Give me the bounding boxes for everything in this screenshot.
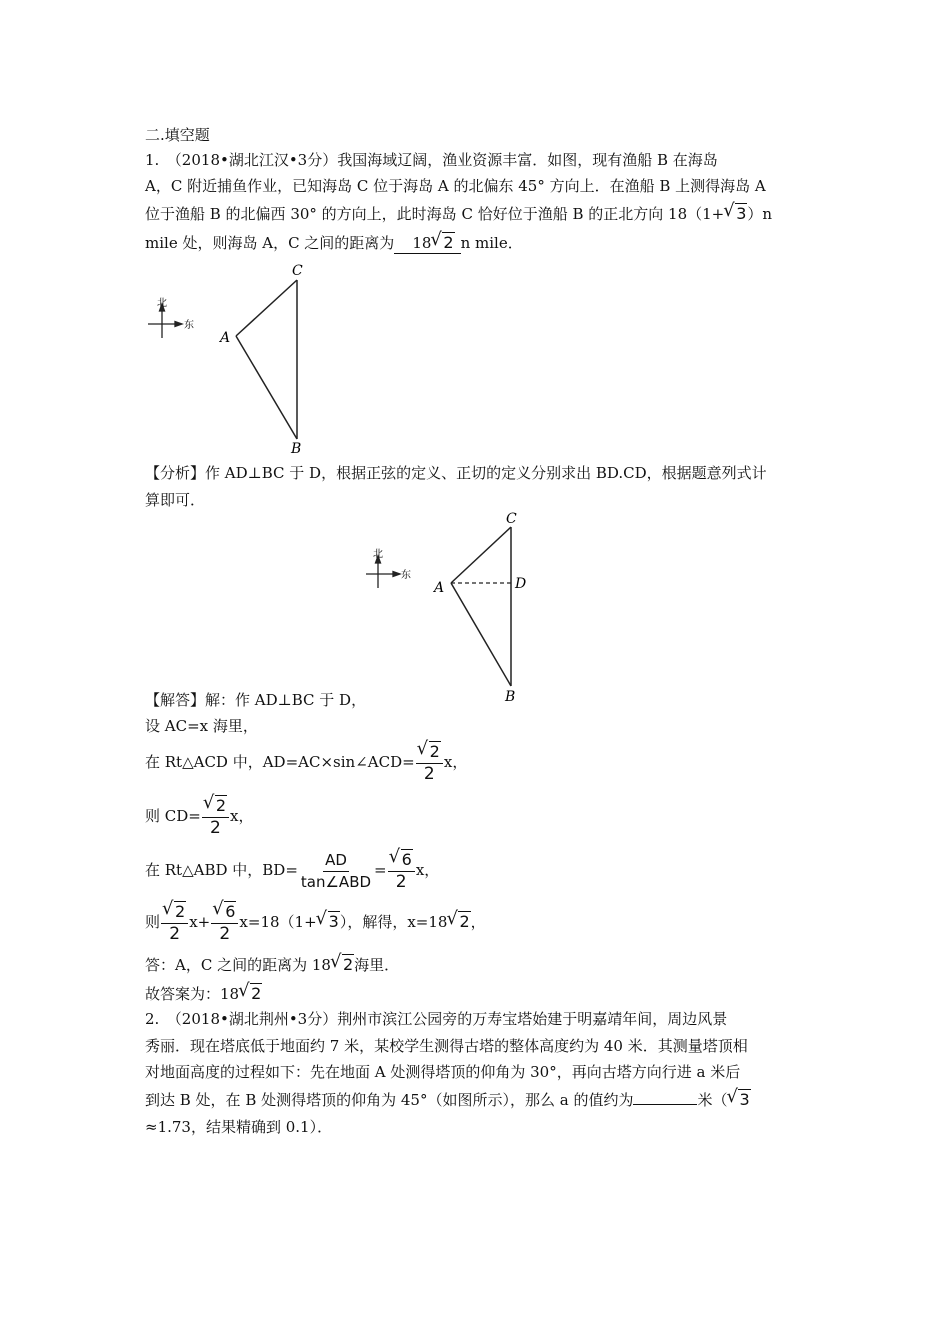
- side-ac: [451, 527, 511, 583]
- q2-line-1: 2. （2018•湖北荆州•3分）荆州市滨江公园旁的万寿宝塔始建于明嘉靖年间，周边风景: [145, 1010, 728, 1028]
- fraction-sqrt2-over-2: √ $\frac{2}{2}$: [161, 901, 188, 945]
- compass-icon: [366, 556, 400, 588]
- q1-line-2: A，C 附近捕鱼作业，已知海岛 C 位于海岛 A 的北偏东 45° 方向上．在渔船 B 上测得海岛 A: [145, 177, 766, 195]
- q1-line-4-end: n mile．: [460, 234, 523, 252]
- q1-line-4-text: mile 处，则海岛 A，C 之间的距离为: [145, 234, 395, 252]
- fraction-sqrt2-over-2: √ $\frac{2}{2}$: [416, 741, 443, 785]
- solution-line-4: 则 CD= √ $\frac{2}{2}$ x，: [145, 794, 254, 839]
- label-b: B: [505, 689, 516, 705]
- sqrt-2: [431, 233, 454, 253]
- q1-line-3: [145, 204, 772, 224]
- q2-line-4: 到达 B 处，在 B 处测得塔顶的仰角为 45°（如图所示），那么 a 的值约为 米（√ 3: [145, 1090, 751, 1110]
- figure-2: [360, 508, 540, 708]
- sqrt-2: √ 2: [239, 984, 262, 1004]
- sqrt-3: √ 3: [727, 1090, 750, 1110]
- q1-line-4: [145, 233, 523, 254]
- compass-icon: [148, 304, 182, 338]
- sqrt-2: √ 2: [447, 900, 470, 944]
- sqrt-3: √ 3: [317, 900, 340, 944]
- q1-answer-blank: [394, 233, 460, 254]
- side-ab: [451, 583, 511, 686]
- q2-line-5: ≈1.73，结果精确到 0.1）．: [145, 1118, 333, 1136]
- label-d: D: [515, 576, 527, 592]
- solution-line-2: 设 AC=x 海里，: [145, 717, 258, 735]
- sqrt-2: √ 2: [331, 955, 354, 975]
- solution-line-8: 故答案为：18√ 2: [145, 984, 262, 1004]
- q1-line-3-text: 位于渔船 B 的北偏西 30° 的方向上，此时海岛 C 恰好位于渔船 B 的正北方向 18（1+: [145, 205, 725, 223]
- sqrt-3: [724, 204, 747, 224]
- label-b: B: [291, 441, 302, 457]
- fraction-ad-over-tan: $\frac{AD}{\text{tan∠ABD}}$: [300, 850, 372, 891]
- line-3-text: 在 Rt△ACD 中，AD=AC×sin∠ACD=: [145, 753, 415, 771]
- solution-line-6: 则 √ $\frac{2}{2}$ x+ √ $\frac{6}{2}$ x=18（1+√ 3），解得，x=18√ 2，: [145, 900, 486, 945]
- q1-line-3-end: ）n: [747, 205, 773, 223]
- solution-line-3: 在 Rt△ACD 中，AD=AC×sin∠ACD= √ $\frac{2}{2}$ x，: [145, 740, 467, 785]
- fraction-sqrt2-over-2: √ $\frac{2}{2}$: [202, 795, 229, 839]
- north-label: 北: [373, 549, 383, 560]
- q2-line-2: 秀丽．现在塔底低于地面约 7 米，某校学生测得古塔的整体高度约为 40 米．其测量塔顶相: [145, 1037, 748, 1055]
- figure-1: [140, 258, 330, 458]
- fraction-sqrt6-over-2: √ $\frac{6}{2}$: [211, 901, 238, 945]
- label-a: A: [220, 330, 231, 346]
- q2-line-3: 对地面高度的过程如下：先在地面 A 处测得塔顶的仰角为 30°，再向古塔方向行进 a 米后: [145, 1063, 741, 1081]
- analysis-line-2: 算即可．: [145, 491, 206, 509]
- label-a: A: [434, 580, 445, 596]
- east-label: 东: [401, 570, 411, 581]
- side-ac: [236, 280, 297, 336]
- sqrt-3-radicand: 3: [736, 204, 747, 223]
- side-ab: [236, 336, 297, 439]
- analysis-line-1: 【分析】作 AD⊥BC 于 D，根据正弦的定义、正切的定义分别求出 BD.CD，根据题意列式计: [145, 464, 767, 482]
- q1-answer-radicand: 2: [443, 233, 454, 252]
- q1-line-1: 1. （2018•湖北江汉•3分）我国海域辽阔，渔业资源丰富．如图，现有渔船 B 在海岛: [145, 151, 718, 169]
- q2-answer-blank: [633, 1104, 697, 1105]
- solution-line-1: 【解答】解：作 AD⊥BC 于 D，: [145, 691, 367, 709]
- q1-answer-coef: 18: [412, 234, 432, 252]
- label-c: C: [292, 263, 303, 279]
- solution-line-7: 答：A，C 之间的距离为 18√ 2海里．: [145, 955, 399, 975]
- solution-line-5: 在 Rt△ABD 中，BD= $\frac{AD}{\text{tan∠ABD}}$ = √ $\frac{6}{2}$ x，: [145, 848, 439, 893]
- section-title: 二.填空题: [145, 126, 210, 144]
- label-c: C: [506, 511, 517, 527]
- east-label: 东: [184, 320, 194, 331]
- fraction-sqrt6-over-2: √ $\frac{6}{2}$: [388, 849, 415, 893]
- north-label: 北: [157, 298, 167, 309]
